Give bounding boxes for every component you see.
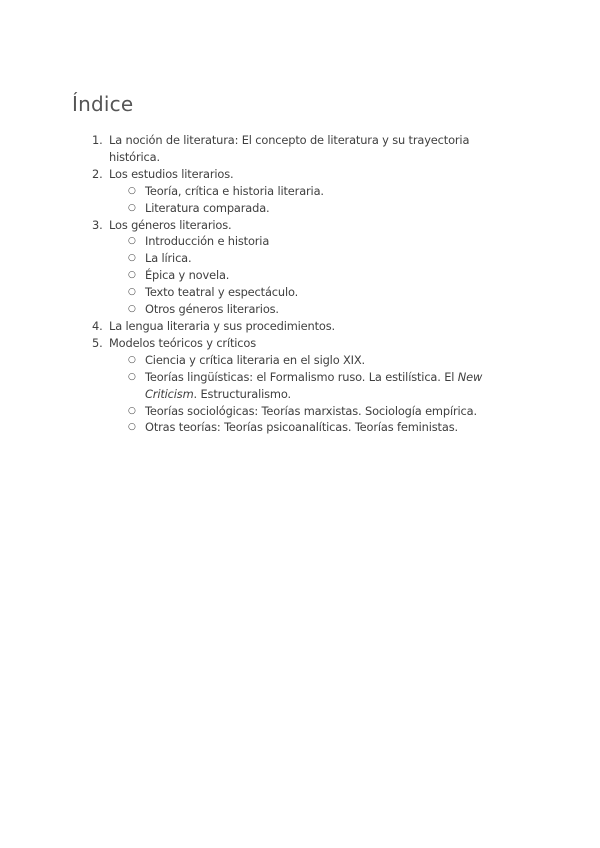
page-title: Índice xyxy=(72,92,134,116)
toc-item-text: Modelos teóricos y críticos xyxy=(109,335,257,350)
toc-subitem-text-after: . Estructuralismo. xyxy=(193,386,291,401)
toc-subitem-text: Otros géneros literarios. xyxy=(145,302,279,317)
toc-subitem-text: Literatura comparada. xyxy=(145,200,270,215)
toc-subitem-text: Teorías sociológicas: Teorías marxistas. Sociología empírica. xyxy=(145,403,477,418)
toc-subitem-text: Introducción e historia xyxy=(145,234,270,249)
toc-item-3 xyxy=(0,217,509,234)
toc-item-text: La noción de literatura: El concepto de literatura y su trayectoria histórica. xyxy=(109,133,470,164)
toc-subitem xyxy=(0,233,517,250)
toc-subitem-text: La lírica. xyxy=(145,251,192,266)
toc-subitem xyxy=(0,183,517,200)
toc-subitem xyxy=(0,352,517,369)
circle-bullet-icon: ○ xyxy=(128,236,136,247)
toc-subitem xyxy=(0,419,517,436)
circle-bullet-icon: ○ xyxy=(128,371,136,382)
table-of-contents xyxy=(0,132,600,436)
toc-item-1 xyxy=(0,132,509,166)
toc-item-4 xyxy=(0,318,509,335)
circle-bullet-icon: ○ xyxy=(128,287,136,298)
circle-bullet-icon: ○ xyxy=(128,354,136,365)
toc-item-text: Los estudios literarios. xyxy=(109,166,234,181)
toc-subitem-text: Ciencia y crítica literaria en el siglo XIX. xyxy=(145,352,365,367)
circle-bullet-icon: ○ xyxy=(128,253,136,264)
toc-subitem xyxy=(0,267,517,284)
toc-item-text: Los géneros literarios. xyxy=(109,217,232,232)
toc-subitem-text: Texto teatral y espectáculo. xyxy=(145,285,299,300)
toc-subitem xyxy=(0,403,517,420)
circle-bullet-icon: ○ xyxy=(128,304,136,315)
toc-subitem xyxy=(0,284,517,301)
toc-subitem-text-before: Teorías lingüísticas: el Formalismo ruso. La estilística. El xyxy=(145,369,458,384)
toc-item-5 xyxy=(0,335,509,352)
circle-bullet-icon: ○ xyxy=(128,185,136,196)
toc-item-number: 4. xyxy=(92,318,103,333)
toc-subitem xyxy=(0,200,517,217)
toc-subitem-text: Otras teorías: Teorías psicoanalíticas. Teorías feministas. xyxy=(145,420,458,435)
toc-subitem-text: Teoría, crítica e historia literaria. xyxy=(145,183,324,198)
toc-subitem xyxy=(0,301,517,318)
circle-bullet-icon: ○ xyxy=(128,405,136,416)
toc-subitem xyxy=(0,369,517,403)
toc-item-text: La lengua literaria y sus procedimientos. xyxy=(109,318,336,333)
circle-bullet-icon: ○ xyxy=(128,270,136,281)
circle-bullet-icon: ○ xyxy=(128,422,136,433)
toc-item-number: 1. xyxy=(92,133,103,147)
toc-subitem-text-italic: New Criticism xyxy=(145,369,483,401)
toc-subitem xyxy=(0,250,517,267)
circle-bullet-icon: ○ xyxy=(128,202,136,213)
toc-subitem-text: Épica y novela. xyxy=(145,268,230,283)
toc-item-number: 3. xyxy=(92,217,103,232)
toc-item-number: 2. xyxy=(92,166,103,181)
toc-item-number: 5. xyxy=(92,335,103,350)
toc-item-2 xyxy=(0,166,509,183)
